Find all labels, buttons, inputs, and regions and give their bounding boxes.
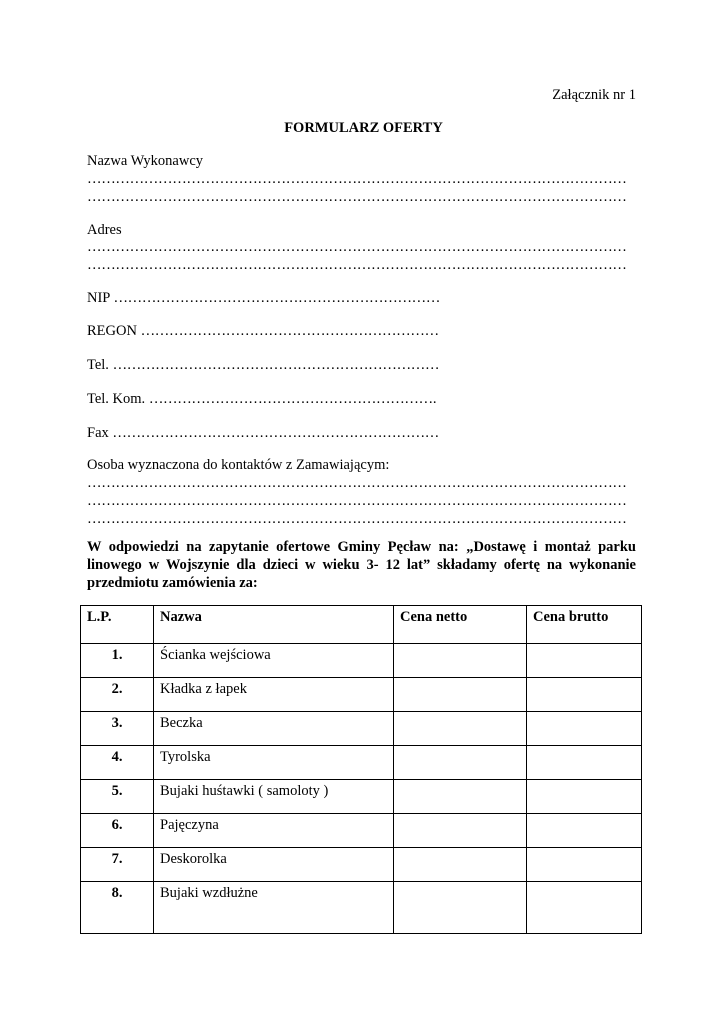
row-gross-price-cell[interactable]: [527, 712, 642, 746]
mobile-row: [87, 390, 436, 408]
nip-field[interactable]: ……………………………………………………………: [113, 290, 441, 306]
row-item-name: Bujaki wzdłużne: [154, 882, 394, 934]
regon-field[interactable]: ………………………………………………………: [140, 323, 439, 339]
contractor-name-label: Nazwa Wykonawcy: [87, 153, 204, 169]
row-gross-price-cell[interactable]: [527, 848, 642, 882]
contractor-name-field-line-2[interactable]: ……………………………………………………………………………………………………: [87, 189, 627, 205]
row-lp: 8.: [81, 882, 154, 934]
address-label: Adres: [87, 222, 122, 238]
fax-label: Fax: [87, 425, 109, 441]
document-title: FORMULARZ OFERTY: [284, 120, 443, 136]
tel-label: Tel.: [87, 357, 109, 373]
row-net-price-cell[interactable]: [394, 678, 527, 712]
contractor-name-field-line-1[interactable]: ……………………………………………………………………………………………………: [87, 171, 627, 187]
table-row: [81, 848, 642, 882]
header-name: Nazwa: [154, 606, 394, 644]
table-row: [81, 712, 642, 746]
row-net-price-cell[interactable]: [394, 644, 527, 678]
address-field-line-1[interactable]: ……………………………………………………………………………………………………: [87, 239, 627, 255]
contact-person-field-line-3[interactable]: ……………………………………………………………………………………………………: [87, 511, 627, 527]
table-row: [81, 746, 642, 780]
regon-label: REGON: [87, 323, 137, 339]
row-lp: 7.: [81, 848, 154, 882]
document-page: [87, 0, 640, 1024]
row-lp: 4.: [81, 746, 154, 780]
address-field-line-2[interactable]: ……………………………………………………………………………………………………: [87, 257, 627, 273]
row-gross-price-cell[interactable]: [527, 746, 642, 780]
attachment-label: Załącznik nr 1: [552, 87, 636, 103]
fax-field[interactable]: ……………………………………………………………: [112, 425, 439, 441]
header-gross-price: Cena brutto: [527, 606, 642, 644]
row-gross-price-cell[interactable]: [527, 780, 642, 814]
row-item-name: Ścianka wejściowa: [154, 644, 394, 678]
row-item-name: Tyrolska: [154, 746, 394, 780]
table-row: [81, 678, 642, 712]
contact-person-field-line-2[interactable]: ……………………………………………………………………………………………………: [87, 493, 627, 509]
price-table: [80, 605, 642, 934]
tel-field[interactable]: ……………………………………………………………: [112, 357, 440, 373]
row-net-price-cell[interactable]: [394, 746, 527, 780]
row-item-name: Beczka: [154, 712, 394, 746]
row-net-price-cell[interactable]: [394, 848, 527, 882]
table-row: [81, 644, 642, 678]
row-net-price-cell[interactable]: [394, 814, 527, 848]
table-header-row: [81, 606, 642, 644]
row-net-price-cell[interactable]: [394, 780, 527, 814]
table-row: [81, 814, 642, 848]
table-row: [81, 882, 642, 934]
row-gross-price-cell[interactable]: [527, 814, 642, 848]
row-item-name: Pajęczyna: [154, 814, 394, 848]
row-item-name: Bujaki huśtawki ( samoloty ): [154, 780, 394, 814]
row-item-name: Kładka z łapek: [154, 678, 394, 712]
row-gross-price-cell[interactable]: [527, 882, 642, 934]
row-lp: 6.: [81, 814, 154, 848]
row-lp: 3.: [81, 712, 154, 746]
row-lp: 5.: [81, 780, 154, 814]
contact-person-field-line-1[interactable]: ……………………………………………………………………………………………………: [87, 475, 627, 491]
nip-row: [87, 289, 440, 307]
tel-row: [87, 356, 439, 374]
row-item-name: Deskorolka: [154, 848, 394, 882]
mobile-field[interactable]: …………………………………………………….: [148, 391, 437, 407]
fax-row: [87, 424, 439, 442]
row-net-price-cell[interactable]: [394, 882, 527, 934]
table-row: [81, 780, 642, 814]
nip-label: NIP: [87, 290, 110, 306]
mobile-label: Tel. Kom.: [87, 391, 146, 407]
header-lp: L.P.: [81, 606, 154, 644]
contact-person-label: Osoba wyznaczona do kontaktów z Zamawiającym:: [87, 457, 390, 473]
regon-row: [87, 322, 439, 340]
row-net-price-cell[interactable]: [394, 712, 527, 746]
row-gross-price-cell[interactable]: [527, 678, 642, 712]
row-lp: 1.: [81, 644, 154, 678]
header-net-price: Cena netto: [394, 606, 527, 644]
offer-intro-paragraph: W odpowiedzi na zapytanie ofertowe Gminy Pęcław na: „Dostawę i montaż parku linowego w Wojszynie dla dzieci w wieku 3- 12 lat” składamy ofertę na wykonanie przedmiotu zamówienia za:: [87, 539, 636, 591]
row-lp: 2.: [81, 678, 154, 712]
row-gross-price-cell[interactable]: [527, 644, 642, 678]
